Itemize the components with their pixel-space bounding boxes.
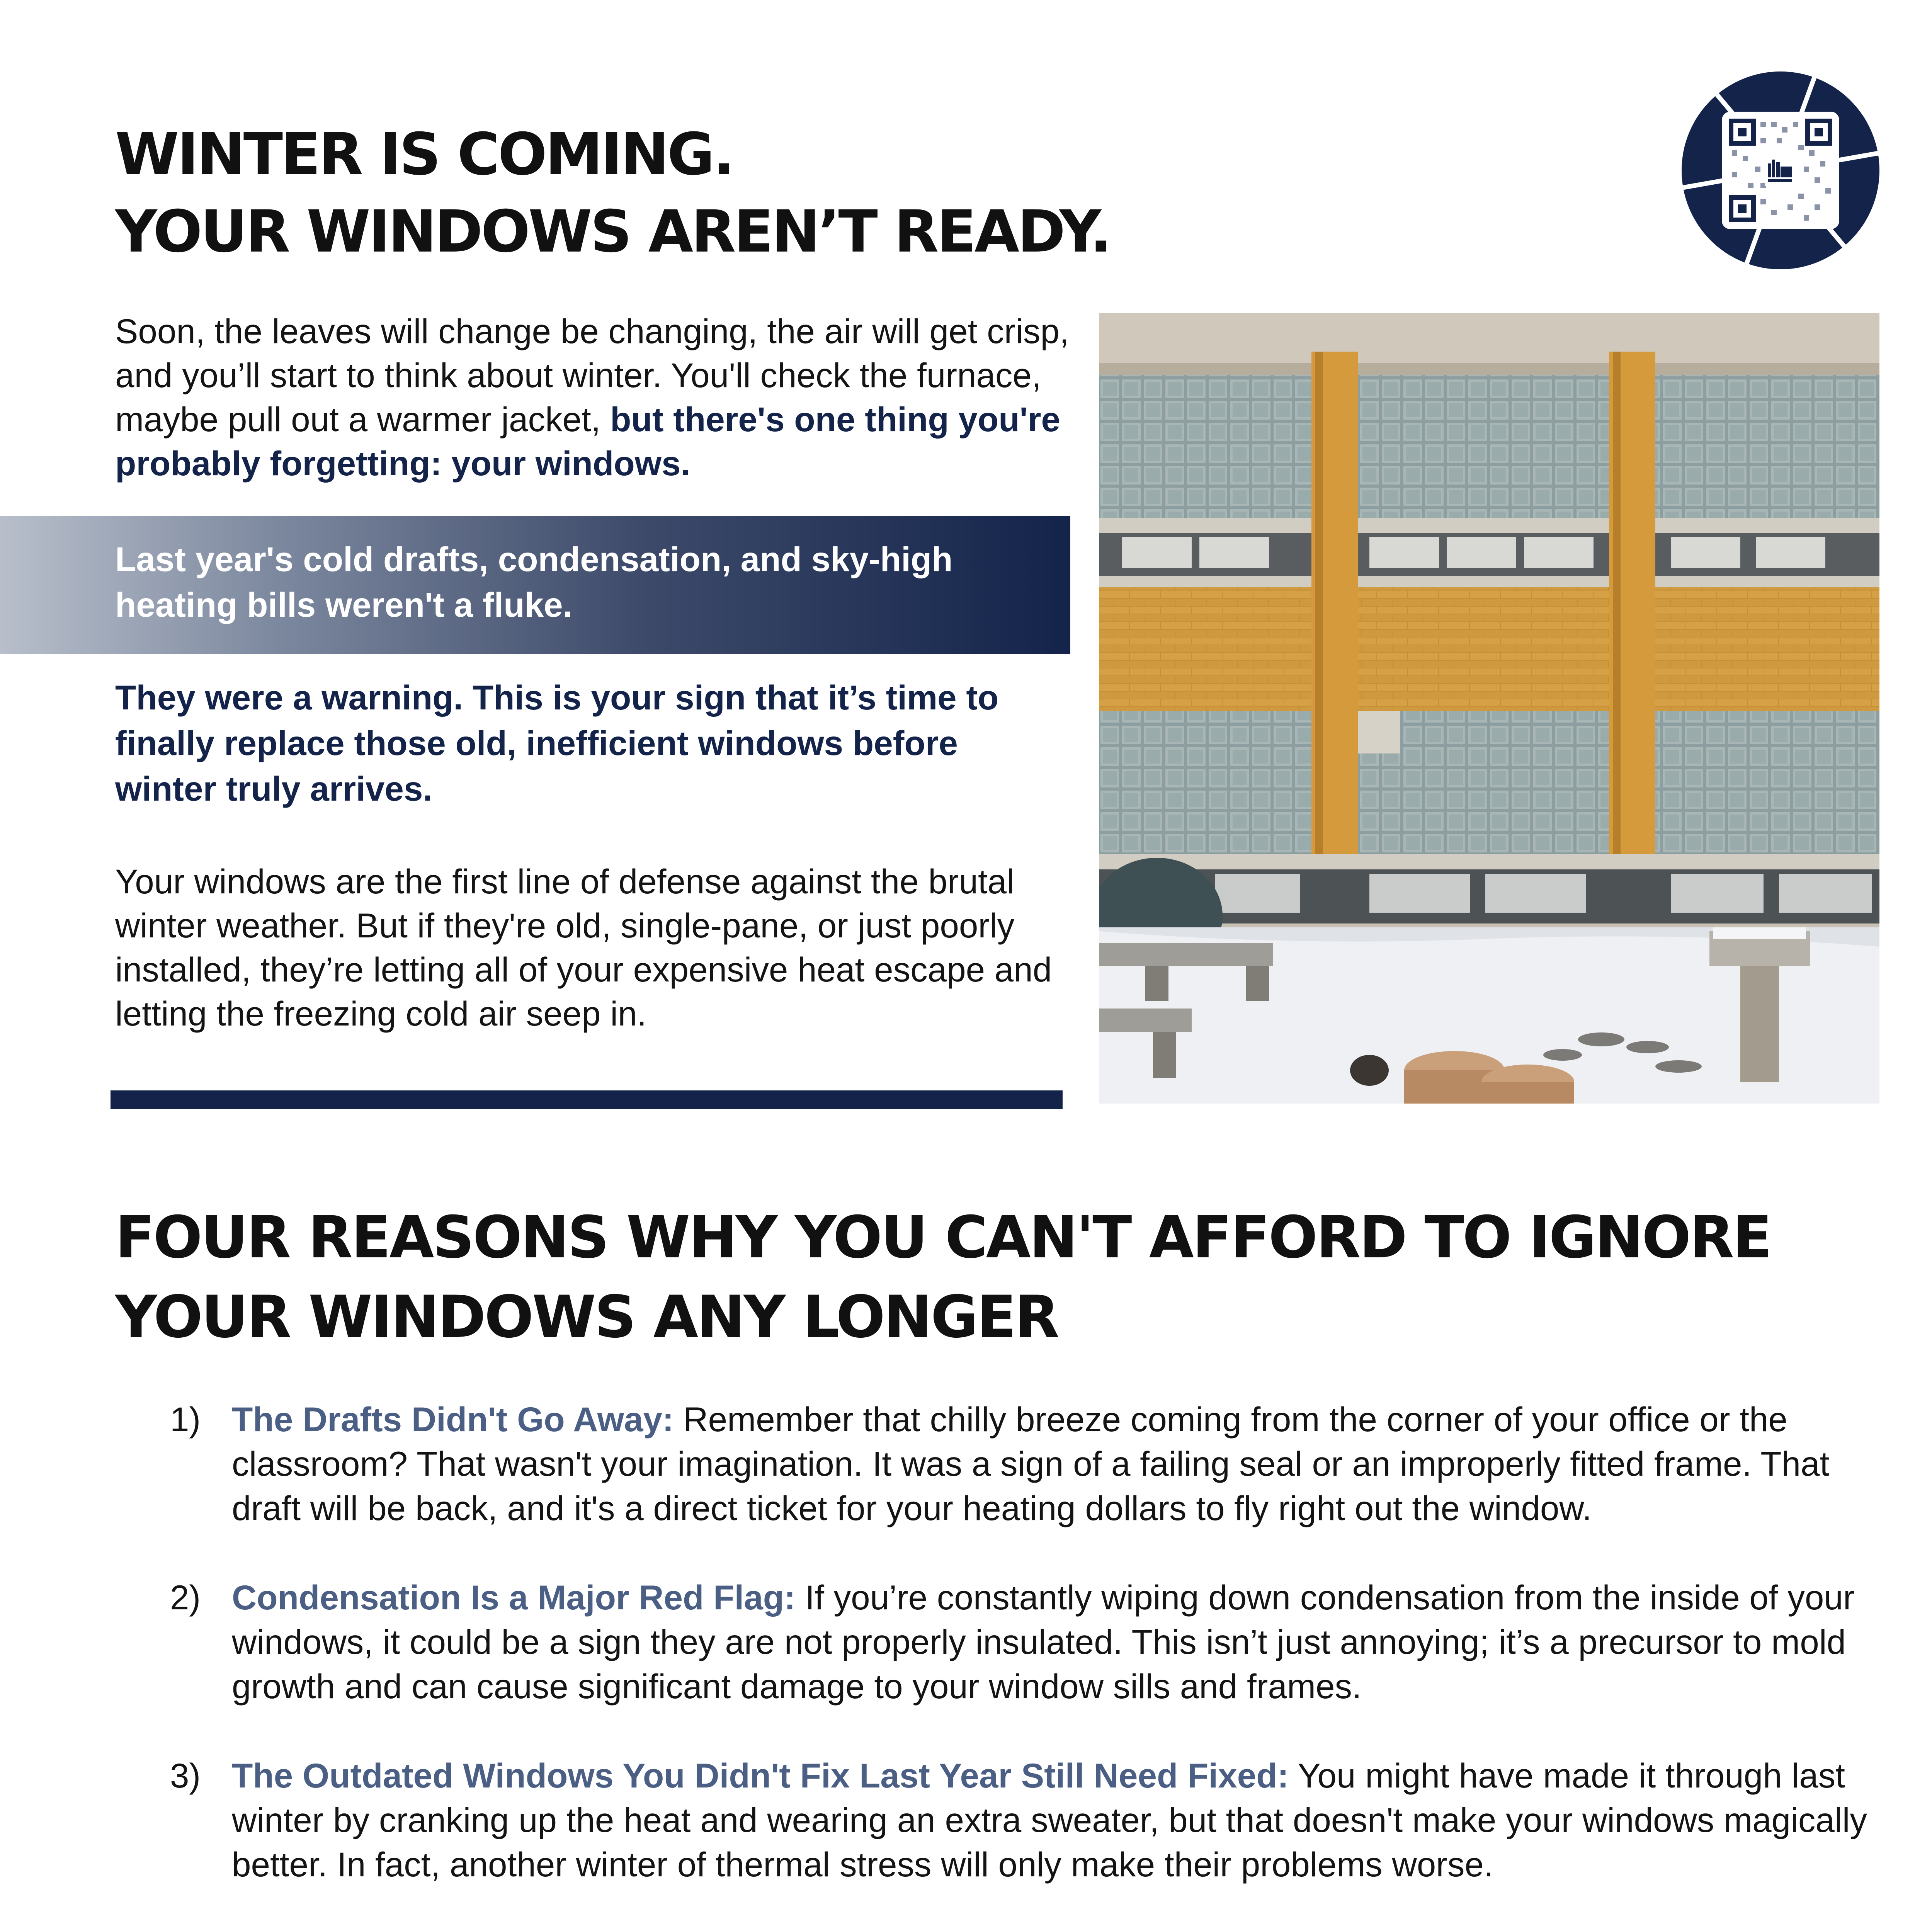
- reasons-heading: FOUR REASONS WHY YOU CAN'T AFFORD TO IGNORE YOUR WINDOWS ANY LONGER: [115, 1204, 1771, 1351]
- headline-line-1: WINTER IS COMING.: [115, 121, 733, 188]
- reason-lead: The Outdated Windows You Didn't Fix Last Year Still Need Fixed:: [232, 1756, 1289, 1795]
- intro-paragraph: [115, 309, 1073, 485]
- reason-lead: The Drafts Didn't Go Away:: [232, 1400, 674, 1439]
- reason-text: If you’re constantly wiping down condensation from the inside of your windows, it could be a sign they are not properly insulated. This isn’t just annoying; it’s a precursor to mold growth and can cause significant damage to your window sills and frames.: [232, 1578, 1855, 1706]
- reason-number: 1): [170, 1400, 201, 1439]
- qr-code-icon[interactable]: [1722, 112, 1839, 229]
- qr-code-badge[interactable]: [1682, 71, 1879, 269]
- intro-text: Soon, the leaves will change be changing, the air will get crisp, and you’ll start to think about winter. You'll check the furnace, maybe pull out a warmer jacket,: [115, 312, 1069, 439]
- reasons-list: [170, 1397, 1886, 1932]
- reason-number: 2): [170, 1578, 201, 1617]
- list-item: [170, 1397, 1886, 1531]
- warning-paragraph: They were a warning. This is your sign that it’s time to finally replace those old, inefficient windows before winter truly arrives.: [115, 678, 999, 808]
- divider-bar: [111, 1090, 1063, 1109]
- defense-paragraph: Your windows are the first line of defense against the brutal winter weather. But if they're old, single-pane, or just poorly installed, they’re letting all of your expensive heat escape and letting the freezing cold air seep in.: [115, 862, 1052, 1033]
- reason-number: 3): [170, 1756, 201, 1795]
- reason-lead: Condensation Is a Major Red Flag:: [232, 1578, 796, 1617]
- reason-text: You might have made it through last winter by cranking up the heat and wearing an extra sweater, but that doesn't make your windows magically better. In fact, another winter of thermal stress will only make their problems worse.: [232, 1756, 1867, 1884]
- intro-emphasis: but there's one thing you're probably forgetting: your windows.: [115, 400, 1060, 483]
- callout-text: Last year's cold drafts, condensation, and sky-high heating bills weren't a fluke.: [115, 540, 953, 624]
- headline-line-2: YOUR WINDOWS AREN’T READY.: [115, 198, 1110, 265]
- building-windows-photo: [1099, 313, 1879, 1104]
- list-item: [170, 1575, 1886, 1709]
- list-item: [170, 1753, 1886, 1887]
- page-title: [115, 116, 1622, 270]
- reason-text: Remember that chilly breeze coming from the corner of your office or the classroom? That wasn't your imagination. It was a sign of a failing seal or an improperly fitted frame. That draft will be back, and it's a direct ticket for your heating dollars to fly right out the window.: [232, 1400, 1830, 1527]
